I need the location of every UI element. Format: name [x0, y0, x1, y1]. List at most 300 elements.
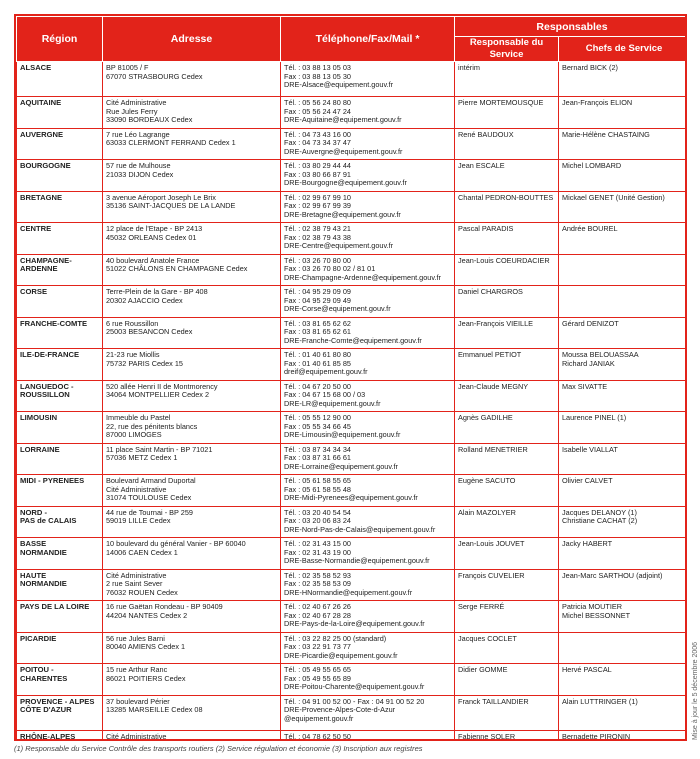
contact-line: Tél. : 02 38 79 43 21: [284, 224, 351, 233]
contact-cell: [281, 62, 455, 97]
chefs-cell: [559, 254, 688, 286]
address-line: 75732 PARIS Cedex 15: [106, 358, 183, 368]
contact-line: DRE-Picardie@equipement.gouv.fr: [284, 650, 398, 660]
address-line: Rue Jules Ferry: [106, 106, 158, 116]
contact-line: DRE-Alsace@equipement.gouv.fr: [284, 80, 394, 90]
region-line: LIMOUSIN: [20, 413, 58, 422]
region-cell: [17, 538, 103, 570]
contact-line: Tél. : 04 91 00 52 00 - Fax : 04 91 00 52 20: [284, 696, 425, 706]
region-cell: [17, 695, 103, 730]
contact-line: Tél. : 05 61 58 55 65: [284, 476, 351, 485]
chefs-line: Gérard DENIZOT: [562, 318, 619, 328]
address-cell: [103, 160, 281, 192]
region-cell: [17, 380, 103, 412]
region-line: LORRAINE: [20, 444, 60, 454]
responsable-line: Daniel CHARGROS: [458, 287, 523, 296]
contact-cell: [281, 97, 455, 129]
contact-line: Fax : 05 49 55 65 89: [284, 673, 351, 683]
table-row: [17, 254, 688, 286]
address-line: 56 rue Jules Barni: [106, 633, 165, 643]
responsable-line: Jean ESCALE: [458, 161, 505, 170]
table-row: [17, 160, 688, 192]
address-line: 35136 SAINT-JACQUES DE LA LANDE: [106, 201, 236, 211]
responsable-cell: [455, 443, 559, 475]
responsable-line: Didier GOMME: [458, 665, 508, 674]
contact-line: Tél. : 05 49 55 65 65: [284, 665, 351, 674]
contact-line: DRE-Basse-Normandie@equipement.gouv.fr: [284, 556, 430, 566]
contact-cell: [281, 223, 455, 255]
address-cell: [103, 223, 281, 255]
contact-line: Fax : 03 22 91 73 77: [284, 642, 351, 652]
contact-line: Fax : 02 38 79 43 38: [284, 232, 351, 242]
responsable-cell: [455, 254, 559, 286]
responsable-cell: [455, 128, 559, 160]
header-responsables: Responsables: [455, 17, 688, 37]
responsable-cell: [455, 191, 559, 223]
contact-line: Tél. : 03 81 65 62 62: [284, 318, 351, 328]
region-cell: [17, 317, 103, 349]
responsable-cell: [455, 349, 559, 381]
region-line: BRETAGNE: [20, 192, 63, 202]
region-line: NORD -: [20, 507, 47, 517]
contact-cell: [281, 254, 455, 286]
contact-cell: [281, 317, 455, 349]
chefs-cell: [559, 317, 688, 349]
contact-line: Tél. : 03 26 70 80 00: [284, 255, 351, 265]
responsable-line: Agnès GADILHE: [458, 413, 513, 422]
responsable-line: René BAUDOUX: [458, 129, 514, 139]
address-cell: [103, 664, 281, 696]
contact-line: DRE-Franche-Comte@equipement.gouv.fr: [284, 335, 422, 345]
address-line: Immeuble du Pastel: [106, 413, 171, 422]
contact-cell: [281, 443, 455, 475]
chefs-cell: [559, 191, 688, 223]
contact-line: DRE-HNormandie@equipement.gouv.fr: [284, 587, 413, 597]
region-line: MIDI - PYRENEES: [20, 476, 85, 485]
contact-line: Tél. : 02 40 67 26 26: [284, 602, 351, 611]
chefs-cell: [559, 62, 688, 97]
region-line: ROUSSILLON: [20, 390, 70, 400]
contact-line: Tél. : 04 78 62 50 50: [284, 731, 351, 741]
region-line: NORMANDIE: [20, 547, 67, 557]
contact-line: DRE-Aquitaine@equipement.gouv.fr: [284, 115, 402, 125]
address-line: 57 rue de Mulhouse: [106, 161, 171, 170]
contact-line: Tél. : 03 88 13 05 03: [284, 63, 351, 72]
region-line: PICARDIE: [20, 633, 57, 643]
contact-line: Tél. : 03 87 34 34 34: [284, 444, 351, 454]
address-line: 67070 STRASBOURG Cedex: [106, 71, 203, 81]
responsable-line: Pascal PARADIS: [458, 224, 514, 233]
address-line: Terre-Plein de la Gare - BP 408: [106, 287, 208, 296]
contact-line: Tél. : 03 80 29 44 44: [284, 161, 351, 170]
contact-line: dreif@equipement.gouv.fr: [284, 367, 368, 377]
contact-line: Fax : 03 20 06 83 24: [284, 516, 351, 526]
contact-line: Fax : 01 40 61 85 85: [284, 358, 351, 368]
chefs-cell: [559, 349, 688, 381]
contact-line: DRE-Corse@equipement.gouv.fr: [284, 304, 391, 314]
directory-sheet: [14, 14, 687, 741]
chefs-cell: [559, 506, 688, 538]
address-line: 22, rue des pénitents blancs: [106, 421, 198, 431]
chefs-line: Michel LOMBARD: [562, 161, 622, 170]
responsable-cell: [455, 317, 559, 349]
chefs-cell: [559, 380, 688, 412]
address-line: 6 rue Roussillon: [106, 318, 159, 328]
address-line: 87000 LIMOGES: [106, 430, 162, 440]
chefs-line: Olivier CALVET: [562, 476, 613, 485]
table-row: [17, 695, 688, 730]
contact-cell: [281, 475, 455, 507]
address-line: 20302 AJACCIO Cedex: [106, 295, 183, 305]
address-cell: [103, 286, 281, 318]
region-line: PAYS DE LA LOIRE: [20, 602, 90, 611]
responsable-line: Jean-Claude MEGNY: [458, 381, 529, 391]
chefs-line: Jean-Marc SARTHOU (adjoint): [562, 570, 663, 580]
address-line: Boulevard Armand Duportal: [106, 476, 196, 485]
address-line: 520 allée Henri II de Montmorency: [106, 381, 218, 391]
responsable-cell: [455, 569, 559, 601]
chefs-cell: [559, 97, 688, 129]
region-cell: [17, 97, 103, 129]
contact-line: Fax : 03 88 13 05 30: [284, 71, 351, 81]
contact-cell: [281, 506, 455, 538]
contact-line: DRE-Lorraine@equipement.gouv.fr: [284, 461, 398, 471]
contact-line: Fax : 05 56 24 47 24: [284, 106, 351, 116]
table-row: [17, 443, 688, 475]
table-row: [17, 538, 688, 570]
address-line: 16 rue Gaëtan Rondeau - BP 90409: [106, 602, 223, 611]
contact-line: DRE-Nord-Pas-de-Calais@equipement.gouv.fr: [284, 524, 436, 534]
contact-line: Fax : 02 99 67 99 39: [284, 201, 351, 211]
address-cell: [103, 254, 281, 286]
header-address: Adresse: [103, 17, 281, 62]
table-row: [17, 62, 688, 97]
address-cell: [103, 128, 281, 160]
region-cell: [17, 569, 103, 601]
region-cell: [17, 632, 103, 664]
responsable-line: Emmanuel PETIOT: [458, 350, 522, 359]
table-row: [17, 191, 688, 223]
region-cell: [17, 223, 103, 255]
footnote: (1) Responsable du Service Contrôle des transports routiers (2) Service régulation et économie (3) Inscription aux registres: [14, 744, 423, 753]
contact-line: Fax : 02 31 43 19 00: [284, 547, 351, 557]
responsable-line: Jacques COCLET: [458, 633, 517, 643]
responsable-line: François CUVELIER: [458, 570, 525, 580]
region-line: BOURGOGNE: [20, 161, 71, 170]
contact-line: DRE-Bretagne@equipement.gouv.fr: [284, 209, 401, 219]
region-line: PROVENCE - ALPES: [20, 696, 95, 706]
chefs-line: Hervé PASCAL: [562, 665, 612, 674]
contact-line: Tél. : 02 99 67 99 10: [284, 192, 351, 202]
address-line: 21-23 rue Miollis: [106, 350, 160, 359]
chefs-line: Isabelle VIALLAT: [562, 444, 618, 454]
table-row: [17, 506, 688, 538]
contact-line: Fax : 03 26 70 80 02 / 81 01: [284, 264, 376, 274]
contact-line: Fax : 02 40 67 28 28: [284, 610, 351, 620]
chefs-cell: [559, 128, 688, 160]
table-row: [17, 286, 688, 318]
chefs-cell: [559, 223, 688, 255]
address-line: 76032 ROUEN Cedex: [106, 587, 178, 597]
chefs-line: Jacky HABERT: [562, 539, 613, 548]
region-line: ALSACE: [20, 63, 52, 72]
responsable-line: Pierre MORTEMOUSQUE: [458, 98, 544, 107]
contact-line: Tél. : 01 40 61 80 80: [284, 350, 351, 359]
region-cell: [17, 286, 103, 318]
address-cell: [103, 412, 281, 444]
address-line: 3 avenue Aéroport Joseph Le Brix: [106, 192, 216, 202]
address-line: 33090 BORDEAUX Cedex: [106, 115, 193, 125]
address-line: 21033 DIJON Cedex: [106, 169, 174, 179]
responsable-cell: [455, 730, 559, 741]
region-cell: [17, 506, 103, 538]
region-cell: [17, 730, 103, 741]
chefs-cell: [559, 412, 688, 444]
region-line: CÔTE D'AZUR: [20, 705, 72, 715]
chefs-cell: [559, 286, 688, 318]
region-line: ILE-DE-FRANCE: [20, 350, 80, 359]
address-cell: [103, 601, 281, 633]
table-row: [17, 632, 688, 664]
contact-cell: [281, 380, 455, 412]
responsable-line: Chantal PEDRON-BOUTTES: [458, 192, 554, 202]
address-line: 7 rue Léo Lagrange: [106, 129, 170, 139]
address-line: Cité Administrative: [106, 484, 167, 494]
region-line: CHARENTES: [20, 673, 68, 683]
responsable-cell: [455, 475, 559, 507]
responsable-cell: [455, 412, 559, 444]
chefs-line: Alain LUTTRINGER (1): [562, 696, 638, 706]
address-line: 40 boulevard Anatole France: [106, 255, 200, 265]
chefs-line: Jacques DELANOY (1): [562, 507, 637, 517]
table-row: [17, 380, 688, 412]
responsable-line: Fabienne SOLER: [458, 731, 516, 741]
directory-body: [17, 62, 688, 742]
chefs-line: Jean-François ELION: [562, 98, 633, 107]
region-line: AUVERGNE: [20, 129, 64, 139]
chefs-line: Andrée BOUREL: [562, 224, 618, 233]
responsable-cell: [455, 62, 559, 97]
responsable-cell: [455, 380, 559, 412]
contact-line: Fax : 02 35 58 53 09: [284, 579, 351, 589]
chefs-line: Marie-Hélène CHASTAING: [562, 129, 650, 139]
address-line: 25003 BESANCON Cedex: [106, 327, 193, 337]
table-row: [17, 569, 688, 601]
contact-cell: [281, 601, 455, 633]
contact-cell: [281, 191, 455, 223]
address-line: BP 81005 / F: [106, 63, 149, 72]
address-cell: [103, 97, 281, 129]
region-cell: [17, 664, 103, 696]
contact-line: Tél. : 04 67 20 50 00: [284, 381, 351, 391]
responsable-cell: [455, 506, 559, 538]
chefs-cell: [559, 475, 688, 507]
responsable-line: Rolland MENETRIER: [458, 444, 528, 454]
responsable-cell: [455, 695, 559, 730]
chefs-line: Bernadette PIRONIN: [562, 731, 631, 741]
chefs-cell: [559, 569, 688, 601]
address-line: 80040 AMIENS Cedex 1: [106, 642, 186, 652]
contact-cell: [281, 730, 455, 741]
chefs-cell: [559, 601, 688, 633]
chefs-line: Bernard BICK (2): [562, 63, 618, 72]
address-line: 12 place de l'Etape - BP 2413: [106, 224, 203, 233]
region-cell: [17, 443, 103, 475]
region-line: PAS de CALAIS: [20, 516, 77, 526]
responsable-line: Eugène SACUTO: [458, 476, 516, 485]
table-row: [17, 475, 688, 507]
chefs-line: Patricia MOUTIER: [562, 602, 623, 611]
region-line: POITOU -: [20, 665, 54, 674]
header-chefs-de-service: Chefs de Service: [559, 37, 688, 62]
table-row: [17, 664, 688, 696]
contact-line: Fax : 04 73 34 37 47: [284, 138, 351, 148]
contact-line: Fax : 05 61 58 55 48: [284, 484, 351, 494]
address-line: 11 place Saint Martin - BP 71021: [106, 444, 213, 454]
region-cell: [17, 475, 103, 507]
address-cell: [103, 569, 281, 601]
table-row: [17, 601, 688, 633]
region-cell: [17, 62, 103, 97]
contact-cell: [281, 569, 455, 601]
table-row: [17, 128, 688, 160]
chefs-line: Laurence PINEL (1): [562, 413, 627, 422]
contact-line: Fax : 04 67 15 68 00 / 03: [284, 390, 366, 400]
address-line: 2 rue Saint Sever: [106, 579, 163, 589]
header-responsable-du-service: Responsable du Service: [455, 37, 559, 62]
contact-line: DRE-Champagne-Ardenne@equipement.gouv.fr: [284, 272, 441, 282]
chefs-cell: [559, 443, 688, 475]
chefs-cell: [559, 695, 688, 730]
table-row: [17, 730, 688, 741]
chefs-cell: [559, 664, 688, 696]
address-line: 44204 NANTES Cedex 2: [106, 610, 188, 620]
regional-directory-table: [16, 16, 687, 741]
address-line: 45032 ORLEANS Cedex 01: [106, 232, 197, 242]
region-cell: [17, 254, 103, 286]
region-cell: [17, 412, 103, 444]
contact-line: Tél. : 05 55 12 90 00: [284, 413, 351, 422]
contact-line: DRE-Pays-de-la-Loire@equipement.gouv.fr: [284, 619, 425, 629]
responsable-line: Jean-Louis JOUVET: [458, 539, 525, 548]
contact-line: Fax : 03 80 66 87 91: [284, 169, 351, 179]
address-cell: [103, 191, 281, 223]
responsable-line: intérim: [458, 63, 480, 72]
region-cell: [17, 191, 103, 223]
address-cell: [103, 443, 281, 475]
address-cell: [103, 62, 281, 97]
contact-line: DRE-Bourgogne@equipement.gouv.fr: [284, 178, 407, 188]
table-row: [17, 349, 688, 381]
contact-line: DRE-Midi-Pyrenees@equipement.gouv.fr: [284, 493, 418, 503]
region-cell: [17, 349, 103, 381]
address-cell: [103, 695, 281, 730]
contact-line: Fax : 05 55 34 66 45: [284, 421, 351, 431]
contact-cell: [281, 412, 455, 444]
address-line: 44 rue de Tournai - BP 259: [106, 507, 193, 517]
header-contact: Téléphone/Fax/Mail *: [281, 17, 455, 62]
address-line: 10 boulevard du général Vanier - BP 60040: [106, 539, 246, 548]
contact-line: Tél. : 04 95 29 09 09: [284, 287, 351, 296]
contact-line: Tél. : 05 56 24 80 80: [284, 98, 351, 107]
address-line: 37 boulevard Périer: [106, 696, 170, 706]
responsable-cell: [455, 223, 559, 255]
contact-line: @equipement.gouv.fr: [284, 713, 354, 723]
region-cell: [17, 160, 103, 192]
address-cell: [103, 380, 281, 412]
contact-line: Tél. : 03 20 40 54 54: [284, 507, 351, 517]
address-line: 34064 MONTPELLIER Cedex 2: [106, 390, 210, 400]
address-cell: [103, 317, 281, 349]
responsable-cell: [455, 97, 559, 129]
address-line: 57036 METZ Cedex 1: [106, 453, 178, 463]
responsable-cell: [455, 632, 559, 664]
contact-line: DRE-LR@equipement.gouv.fr: [284, 398, 381, 408]
region-line: NORMANDIE: [20, 579, 67, 589]
region-line: FRANCHE-COMTE: [20, 318, 88, 328]
address-line: Cité Administrative: [106, 570, 167, 580]
chefs-cell: [559, 160, 688, 192]
update-date-note: Mise à jour le 5 décembre 2006: [692, 641, 699, 740]
chefs-line: Mickael GENET (Unité Gestion): [562, 192, 665, 202]
address-cell: [103, 506, 281, 538]
contact-line: Fax : 04 95 29 09 49: [284, 295, 351, 305]
contact-cell: [281, 349, 455, 381]
chefs-line: Max SIVATTE: [562, 381, 608, 391]
contact-line: DRE-Poitou-Charente@equipement.gouv.fr: [284, 682, 425, 692]
address-line: 63033 CLERMONT FERRAND Cedex 1: [106, 138, 236, 148]
contact-line: Fax : 03 81 65 62 61: [284, 327, 351, 337]
region-line: CORSE: [20, 287, 48, 296]
address-line: 59019 LILLE Cedex: [106, 516, 171, 526]
table-row: [17, 317, 688, 349]
address-cell: [103, 538, 281, 570]
chefs-line: Richard JANIAK: [562, 358, 615, 368]
chefs-line: Michel BESSONNET: [562, 610, 631, 620]
contact-cell: [281, 664, 455, 696]
contact-cell: [281, 695, 455, 730]
chefs-line: Moussa BELOUASSAA: [562, 350, 639, 359]
contact-line: Fax : 03 87 31 66 61: [284, 453, 351, 463]
contact-line: DRE-Centre@equipement.gouv.fr: [284, 241, 394, 251]
table-row: [17, 223, 688, 255]
address-cell: [103, 730, 281, 741]
address-line: 14006 CAEN Cedex 1: [106, 547, 178, 557]
responsable-line: Jean-François VIEILLE: [458, 318, 534, 328]
contact-cell: [281, 538, 455, 570]
chefs-cell: [559, 632, 688, 664]
responsable-cell: [455, 664, 559, 696]
contact-line: Tél. : 02 35 58 52 93: [284, 570, 351, 580]
region-cell: [17, 601, 103, 633]
contact-cell: [281, 160, 455, 192]
responsable-line: Alain MAZOLYER: [458, 507, 516, 517]
chefs-line: Christiane CACHAT (2): [562, 516, 638, 526]
region-line: RHÔNE-ALPES: [20, 731, 76, 741]
contact-line: DRE-Limousin@equipement.gouv.fr: [284, 430, 401, 440]
responsable-cell: [455, 160, 559, 192]
address-line: 13285 MARSEILLE Cedex 08: [106, 705, 203, 715]
responsable-cell: [455, 601, 559, 633]
address-line: 51022 CHÂLONS EN CHAMPAGNE Cedex: [106, 264, 248, 274]
contact-line: Tél. : 04 73 43 16 00: [284, 129, 351, 139]
contact-cell: [281, 632, 455, 664]
responsable-line: Jean-Louis COEURDACIER: [458, 255, 550, 265]
region-line: BASSE: [20, 539, 47, 548]
address-line: Cité Administrative: [106, 731, 167, 741]
address-cell: [103, 475, 281, 507]
responsable-line: Serge FERRÉ: [458, 602, 505, 611]
